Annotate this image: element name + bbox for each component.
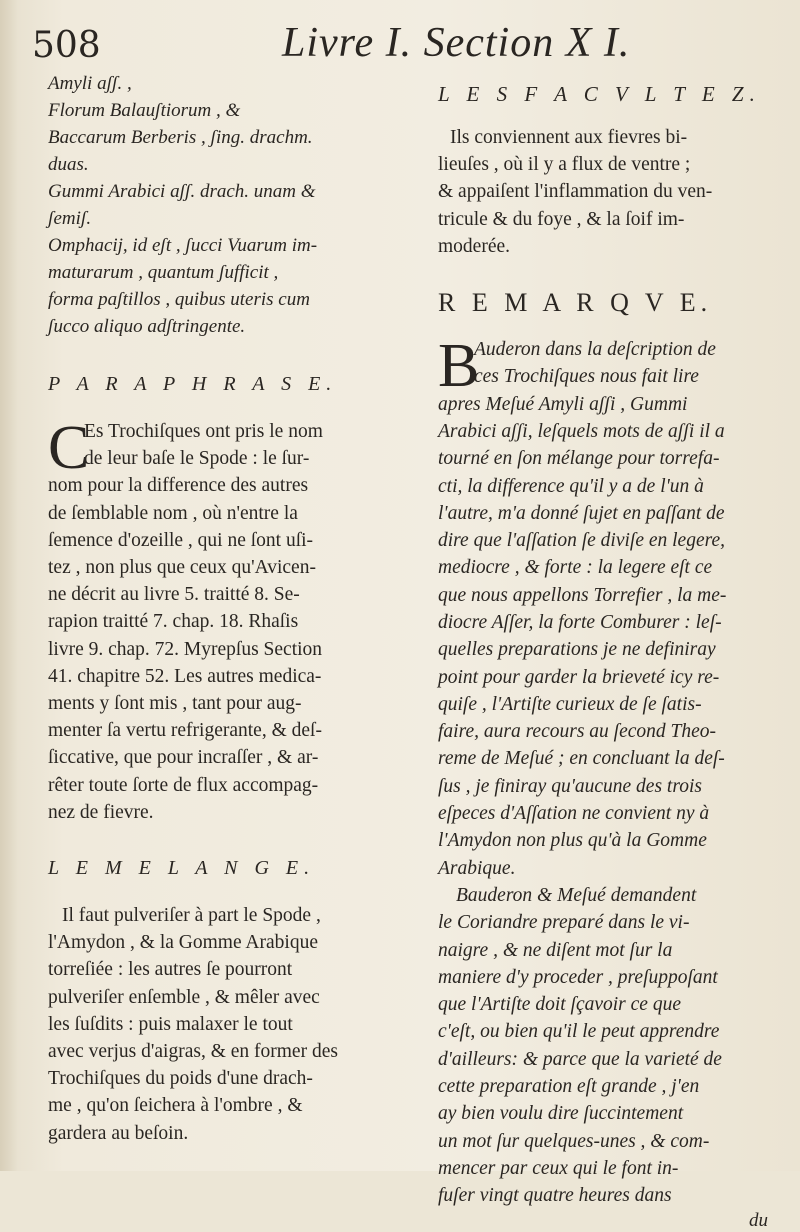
text-line: tez , non plus que ceux qu'Avicen- [48,557,316,579]
text-line: nom pour la difference des autres [48,475,309,497]
text-line: menter ſa vertu refrigerante, & deſ- [48,720,322,742]
text-line: dire que l'aſſation ſe diviſe en legere, [438,530,726,552]
text-line: ne décrit au livre 5. traitté 8. Se- [48,584,300,606]
text-line: l'autre, m'a donné ſujet en paſſant de [438,502,725,524]
recipe-line: maturarum , quantum ʃufficit , [48,262,279,283]
recipe-line: duas. [48,154,89,175]
text-line: quiſe , l'Artiſte curieux de ſe ſatis- [438,693,702,715]
text-line: ſiccative, que pour incraſſer , & ar- [48,747,319,769]
text-line: & appaiſent l'inflammation du ven- [438,181,713,203]
melange-heading: L E M E L A N G E. [48,857,316,880]
text-line: mencer par ceux qui le font in- [438,1157,679,1179]
running-head-title: Livre I. Section X I. [282,20,631,66]
recipe-line: ʃemiʃ. [48,208,92,229]
text-line: de leur baſe le Spode : le ſur- [84,448,310,470]
text-line: quelles preparations je ne definiray [438,639,716,661]
text-line: lieuſes , où il y a flux de ventre ; [438,154,691,176]
remarque-text [438,332,778,1210]
text-line: torreſiée : les autres ſe pourront [48,959,293,981]
text-line: cette preparation eſt grande , j'en [438,1076,700,1098]
text-line: rapion traitté 7. chap. 18. Rhaſis [48,611,299,633]
facultez-text [438,124,778,260]
paraphrase-paragraph [48,414,410,826]
text-line: Arabique. [438,857,516,879]
recipe-line: Omphacij, id eʃt , ʃucci Vuarum im- [48,235,318,256]
text-line: ay bien voulu dire ſuccintement [438,1103,684,1125]
text-line: un mot ſur quelques-unes , & com- [438,1130,710,1152]
text-line: Bauderon & Meſué demandent [456,884,697,906]
text-line: Arabici aʃʃi, leſquels mots de aʃʃi il a [438,420,725,442]
text-line: reme de Meſué ; en concluant la deſ- [438,748,725,770]
text-line: Il faut pulveriſer à part le Spode , [62,905,321,927]
text-line: eſpeces d'Aſſation ne convient ny à [438,803,710,825]
text-line: me , qu'on ſeichera à l'ombre , & [48,1095,303,1117]
text-line: apres Meſué Amyli aʃʃi , Gummi [438,393,688,415]
text-line: les ſuſdits : puis malaxer le tout [48,1013,293,1035]
text-line: ſemence d'ozeille , qui ne ſont uſi- [48,529,314,551]
recipe-line: forma paʃtillos , quibus uteris cum [48,289,310,310]
text-line: Ils conviennent aux fievres bi- [450,127,688,148]
text-line: naigre , & ne diſent mot ſur la [438,939,673,961]
text-line: ments y ſont mis , tant pour aug- [48,693,302,715]
text-line: fuſer vingt quatre heures dans [438,1185,672,1207]
text-line: point pour garder la brieveté icy re- [438,666,720,688]
text-line: l'Amydon non plus qu'à la Gomme [438,830,707,852]
remarque-heading: R E M A R Q V E. [438,288,713,318]
text-line: que nous appellons Torrefier , la me- [438,584,727,606]
text-line: nez de fievre. [48,801,154,823]
text-line: Es Trochiſques ont pris le nom [84,421,323,442]
text-line: rêter toute ſorte de flux accompag- [48,774,319,796]
recipe-line: Amyli aʃʃ. , [48,73,132,94]
running-head [32,20,752,70]
page-number: 508 [32,25,101,66]
page-edge-shadow [0,0,18,1171]
paraphrase-heading: P A R A P H R A S E. [48,373,338,395]
text-line: faire, aura recours au ſecond Theo- [438,721,717,743]
remarque-paragraph [438,332,778,1210]
text-line: Auderon dans la deſcription de [474,339,716,361]
text-line: que l'Artiſte doit ſçavoir ce que [438,994,681,1016]
recipe-line: Gummi Arabici aʃʃ. drach. unam & [48,181,316,202]
text-line: avec verjus d'aigras, & en former des [48,1041,338,1063]
facultez-heading: L E S F A C V L T E Z. [438,82,761,106]
text-line: c'eſt, ou bien qu'il le peut apprendre [438,1021,720,1043]
paraphrase-text [48,414,410,826]
right-column [438,70,778,1232]
text-line: 41. chapitre 52. Les autres medica- [48,665,322,687]
recipe-line: ʃucco aliquo adʃtringente. [48,316,246,337]
catchword: du [749,1209,768,1231]
text-line: l'Amydon , & la Gomme Arabique [48,932,318,954]
text-line: tourné en ſon mélange pour torrefa- [438,448,720,470]
melange-text [48,902,410,1147]
text-line: livre 9. chap. 72. Myrepſus Section [48,638,323,660]
text-line: le Coriandre preparé dans le vi- [438,912,690,934]
left-column [48,70,410,1147]
text-line: tricule & du foye , & la ſoif im- [438,208,685,230]
text-line: ces Trochiſques nous fait lire [474,366,699,388]
recipe-block [48,70,410,340]
text-line: moderée. [438,235,511,257]
text-line: Trochiſques du poids d'une drach- [48,1068,313,1090]
recipe-line: Baccarum Berberis , ʃing. drachm. [48,127,313,148]
text-line: de ſemblable nom , où n'entre la [48,502,298,524]
paraphrase-dropcap: C [48,414,90,482]
text-line: pulveriſer enſemble , & mêler avec [48,986,320,1008]
text-line: mediocre , & forte : la legere eſt ce [438,557,713,579]
remarque-dropcap: B [438,332,480,401]
text-line: d'ailleurs: & parce que la varieté de [438,1048,722,1070]
text-line: ſus , je finiray qu'aucune des trois [438,775,702,797]
text-line: gardera au beſoin. [48,1122,189,1144]
recipe-line: Florum Balauʃtiorum , & [48,100,241,121]
text-line: maniere d'y proceder , preſuppoſant [438,966,718,988]
text-line: diocre Aſſer, la forte Comburer : leſ- [438,611,722,633]
text-line: cti, la difference qu'il y a de l'un à [438,475,704,497]
